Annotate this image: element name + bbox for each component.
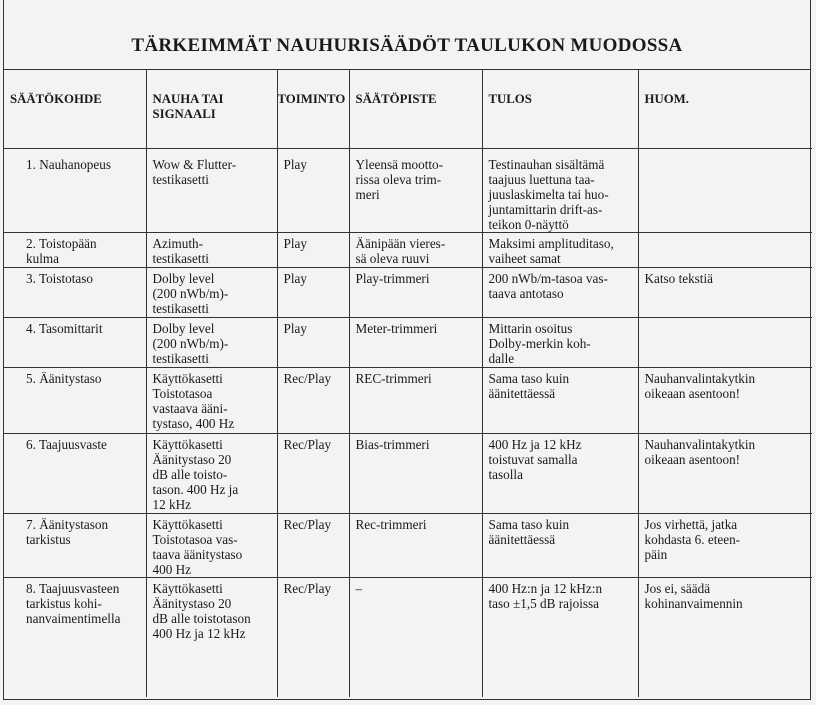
- cell-toiminto: Play: [277, 317, 349, 367]
- cell-toiminto: Rec/Play: [277, 513, 349, 577]
- cell-piste: Äänipään vieres- sä oleva ruuvi: [349, 232, 482, 267]
- cell-kohde: 5. Äänitystaso: [4, 367, 146, 433]
- header-saatokohde: SÄÄTÖKOHDE: [4, 70, 146, 148]
- header-huom: HUOM.: [638, 70, 812, 148]
- cell-huom: [638, 232, 812, 267]
- table-header-row: [4, 70, 812, 148]
- cell-tulos: 400 Hz:n ja 12 kHz:n taso ±1,5 dB rajoissa: [482, 577, 638, 697]
- cell-tulos: Maksimi amplituditaso, vaiheet samat: [482, 232, 638, 267]
- page-title: TÄRKEIMMÄT NAUHURISÄÄDÖT TAULUKON MUODOSSA: [4, 0, 810, 70]
- cell-nauha: Käyttökasetti Toistotasoa vastaava ääni- tystaso, 400 Hz: [146, 367, 277, 433]
- cell-piste: Play-trimmeri: [349, 267, 482, 317]
- cell-huom: [638, 317, 812, 367]
- cell-toiminto: Play: [277, 148, 349, 232]
- cell-nauha: Dolby level (200 nWb/m)- testikasetti: [146, 267, 277, 317]
- cell-piste: Rec-trimmeri: [349, 513, 482, 577]
- cell-tulos: 200 nWb/m-tasoa vas- taava antotaso: [482, 267, 638, 317]
- cell-nauha: Käyttökasetti Toistotasoa vas- taava äänitystaso 400 Hz: [146, 513, 277, 577]
- cell-piste: Yleensä mootto- rissa oleva trim- meri: [349, 148, 482, 232]
- cell-huom: [638, 148, 812, 232]
- cell-piste: Meter-trimmeri: [349, 317, 482, 367]
- header-toiminto: TOIMINTO: [277, 70, 349, 148]
- cell-nauha: Dolby level (200 nWb/m)- testikasetti: [146, 317, 277, 367]
- cell-huom: Katso tekstiä: [638, 267, 812, 317]
- cell-kohde: 6. Taajuusvaste: [4, 433, 146, 513]
- cell-tulos: 400 Hz ja 12 kHz toistuvat samalla tasolla: [482, 433, 638, 513]
- cell-kohde: 2. Toistopään kulma: [4, 232, 146, 267]
- adjustments-table: [4, 70, 812, 697]
- cell-nauha: Azimuth- testikasetti: [146, 232, 277, 267]
- table-row: [4, 367, 812, 433]
- cell-kohde: 1. Nauhanopeus: [4, 148, 146, 232]
- table-row: [4, 232, 812, 267]
- cell-tulos: Sama taso kuin äänitettäessä: [482, 367, 638, 433]
- table-row: [4, 317, 812, 367]
- header-nauha: NAUHA TAI SIGNAALI: [146, 70, 277, 148]
- header-saatopiste: SÄÄTÖPISTE: [349, 70, 482, 148]
- table-row: [4, 513, 812, 577]
- table-row: [4, 148, 812, 232]
- header-tulos: TULOS: [482, 70, 638, 148]
- cell-toiminto: Rec/Play: [277, 367, 349, 433]
- cell-toiminto: Rec/Play: [277, 433, 349, 513]
- cell-huom: Nauhanvalintakytkin oikeaan asentoon!: [638, 367, 812, 433]
- cell-tulos: Sama taso kuin äänitettäessä: [482, 513, 638, 577]
- table-row: [4, 267, 812, 317]
- cell-tulos: Mittarin osoitus Dolby-merkin koh- dalle: [482, 317, 638, 367]
- cell-toiminto: Play: [277, 267, 349, 317]
- cell-huom: Jos ei, säädä kohinanvaimennin: [644, 580, 743, 611]
- cell-piste: REC-trimmeri: [349, 367, 482, 433]
- cell-nauha: Käyttökasetti Äänitystaso 20 dB alle toistotason 400 Hz ja 12 kHz: [146, 577, 277, 697]
- table-row: [4, 577, 812, 697]
- cell-nauha: Wow & Flutter- testikasetti: [146, 148, 277, 232]
- cell-piste: Bias-trimmeri: [349, 433, 482, 513]
- settings-table-page: [3, 0, 811, 700]
- cell-toiminto: Rec/Play: [277, 577, 349, 697]
- cell-kohde: 3. Toistotaso: [4, 267, 146, 317]
- cell-kohde: 8. Taajuusvasteen tarkistus kohi- nanvaimentimella: [4, 577, 146, 697]
- cell-kohde: 4. Tasomittarit: [4, 317, 146, 367]
- cell-piste: –: [349, 577, 482, 697]
- cell-kohde: 7. Äänitystason tarkistus: [4, 513, 146, 577]
- table-row: [4, 433, 812, 513]
- cell-tulos: Testinauhan sisältämä taajuus luettuna taa- juuslaskimelta tai huo- juntamittarin drift-as- teikon 0-näyttö: [482, 148, 638, 232]
- cell-huom: Nauhanvalintakytkin oikeaan asentoon!: [638, 433, 812, 513]
- cell-huom: Jos virhettä, jatka kohdasta 6. eteen- päin: [638, 513, 812, 577]
- cell-toiminto: Play: [277, 232, 349, 267]
- cell-nauha: Käyttökasetti Äänitystaso 20 dB alle toisto- tason. 400 Hz ja 12 kHz: [146, 433, 277, 513]
